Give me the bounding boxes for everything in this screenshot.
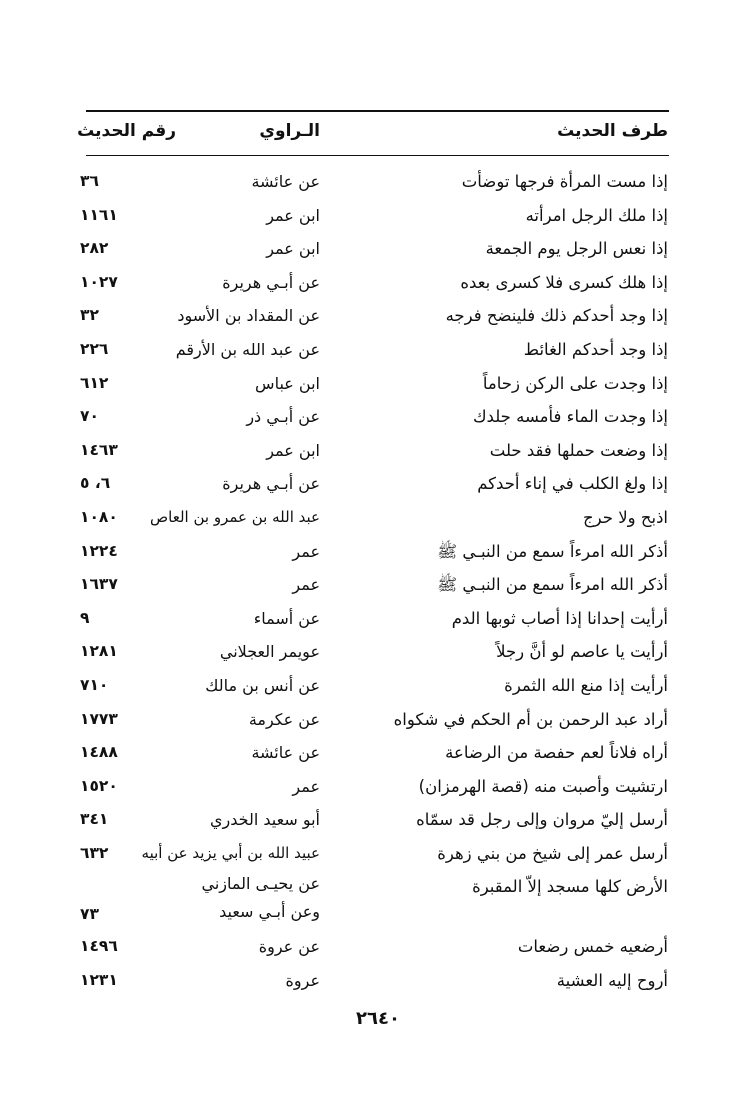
table-row [0,568,756,602]
table-row [0,501,756,535]
narrator-text: عن عكرمة [248,709,320,729]
hadith-text: إذا ولغ الكلب في إناء أحدكم [477,474,668,494]
hadith-number: ٦١٢ [80,373,109,392]
hadith-text: أراه فلاناً لعم حفصة من الرضاعة [445,743,668,763]
hadith-text: اذبح ولا حرج [583,507,668,527]
hadith-text: إذا نعس الرجل يوم الجمعة [485,239,668,259]
hadith-number: ١٢٣١ [80,971,118,990]
hadith-number: ٢٨٢ [80,239,109,258]
narrator-line: عن يحيـى المازني [201,874,320,894]
hadith-number: ١١٦١ [80,205,118,224]
hadith-number: ١٠٨٠ [80,507,118,526]
narrator-text [150,870,320,926]
narrator-text: عن أبـي هريرة [222,474,320,494]
narrator-text: ابن عباس [255,373,320,393]
hadith-number: ٩ [80,608,90,627]
narrator-text: عن عائشة [251,743,320,763]
narrator-text: ابن عمر [266,239,320,259]
narrator-line: وعن أبـي سعيد [219,902,320,922]
narrator-text: ابن عمر [266,205,320,225]
hadith-text: إذا مست المرأة فرجها توضأت [461,172,668,191]
hadith-text: أرأيت إحدانا إذا أصاب ثوبها الدم [451,608,668,628]
narrator-text: عن عبد الله بن الأرقم [175,339,320,359]
narrator-text: عبيد الله بن أبي يزيد عن أبيه [141,843,320,862]
narrator-text: عن أبـي هريرة [222,272,320,292]
table-row [0,803,756,837]
hadith-text: أرأيت إذا منع الله الثمرة [504,675,668,695]
hadith-number: ٦٣٢ [80,843,109,862]
table-row [0,703,756,737]
table-row [0,669,756,703]
hadith-number: ١٢٨١ [80,642,118,661]
narrator-text: عن المقداد بن الأسود [177,306,320,326]
narrator-text: عن عائشة [251,172,320,191]
hadith-number: ٢٢٦ [80,339,109,358]
hadith-number: ٧٣ [80,905,99,924]
top-rule [86,110,669,112]
table-row [0,400,756,434]
table-row [0,870,756,930]
table-row [0,199,756,233]
table-row [0,964,756,998]
hadith-text: إذا وضعت حملها فقد حلت [489,440,668,460]
table-row [0,770,756,804]
page-number: ٢٦٤٠ [356,1008,400,1029]
hadith-number: ١٤٨٨ [80,743,118,762]
hadith-text: أذكر الله امرءاً سمع من النبـي ﷺ [437,541,668,561]
hadith-number: ٧٠ [80,407,99,426]
hadith-index-table [0,165,756,998]
hadith-text: أذكر الله امرءاً سمع من النبـي ﷺ [437,575,668,595]
table-row [0,467,756,501]
header-hadith-column: طرف الحديث [557,121,668,141]
narrator-text: عويمر العجلاني [219,642,320,662]
table-row [0,434,756,468]
narrator-text: عن أنس بن مالك [205,675,320,695]
hadith-number: ١٥٢٠ [80,776,118,795]
hadith-text: إذا وجدت الماء فأمسه جلدك [472,407,668,427]
hadith-text: الأرض كلها مسجد إلاّ المقبرة [472,877,668,897]
hadith-number: ١٠٢٧ [80,272,118,291]
hadith-text: إذا هلك كسرى فلا كسرى بعده [460,272,668,292]
narrator-text: عن أسماء [253,608,320,628]
table-row [0,232,756,266]
table-row [0,930,756,964]
table-row [0,333,756,367]
hadith-text: أروح إليه العشية [556,971,668,991]
header-number-column: رقم الحديث [77,121,176,141]
narrator-text: عمر [292,575,320,595]
hadith-text: إذا وجدت على الركن زحاماً [482,373,668,393]
narrator-text: عبد الله بن عمرو بن العاص [150,507,320,526]
hadith-text: أرسل إليّ مروان وإلى رجل قد سمّاه [416,810,668,830]
narrator-text: عمر [292,776,320,796]
table-row [0,535,756,569]
narrator-text: أبو سعيد الخدري [210,810,320,830]
hadith-text: أرسل عمر إلى شيخ من بني زهرة [437,843,668,863]
hadith-number: ٣٦ [80,172,99,190]
hadith-text: إذا وجد أحدكم الغائط [523,339,668,359]
narrator-text: عروة [285,971,320,991]
table-row [0,602,756,636]
table-row [0,837,756,871]
header-rule [86,155,669,156]
table-row [0,736,756,770]
table-row [0,299,756,333]
hadith-text: إذا ملك الرجل امرأته [525,205,668,225]
narrator-text: عن أبـي ذر [246,407,320,427]
hadith-number: ١٧٧٣ [80,709,118,728]
table-row [0,635,756,669]
narrator-text: عن عروة [258,937,320,957]
narrator-text: عمر [292,541,320,561]
table-row [0,165,756,199]
header-narrator-column: الـراوي [259,121,320,141]
hadith-number: ٦، ٥ [80,474,111,493]
table-row [0,367,756,401]
hadith-text: إذا وجد أحدكم ذلك فلينضح فرجه [445,306,668,326]
hadith-number: ١٢٢٤ [80,541,118,560]
hadith-number: ١٤٩٦ [80,937,118,956]
table-row [0,266,756,300]
hadith-text: ارتشيت وأصبت منه (قصة الهرمزان) [418,776,668,796]
hadith-number: ١٤٦٣ [80,440,118,459]
narrator-text: ابن عمر [266,440,320,460]
hadith-number: ١٦٣٧ [80,575,118,594]
hadith-text: أرضعيه خمس رضعات [517,937,668,957]
hadith-number: ٧١٠ [80,675,109,694]
hadith-text: أرأيت يا عاصم لو أنَّ رجلاً [496,642,668,662]
hadith-text: أراد عبد الرحمن بن أم الحكم في شكواه [393,709,668,729]
hadith-number: ٣٢ [80,306,99,325]
hadith-number: ٣٤١ [80,810,109,829]
